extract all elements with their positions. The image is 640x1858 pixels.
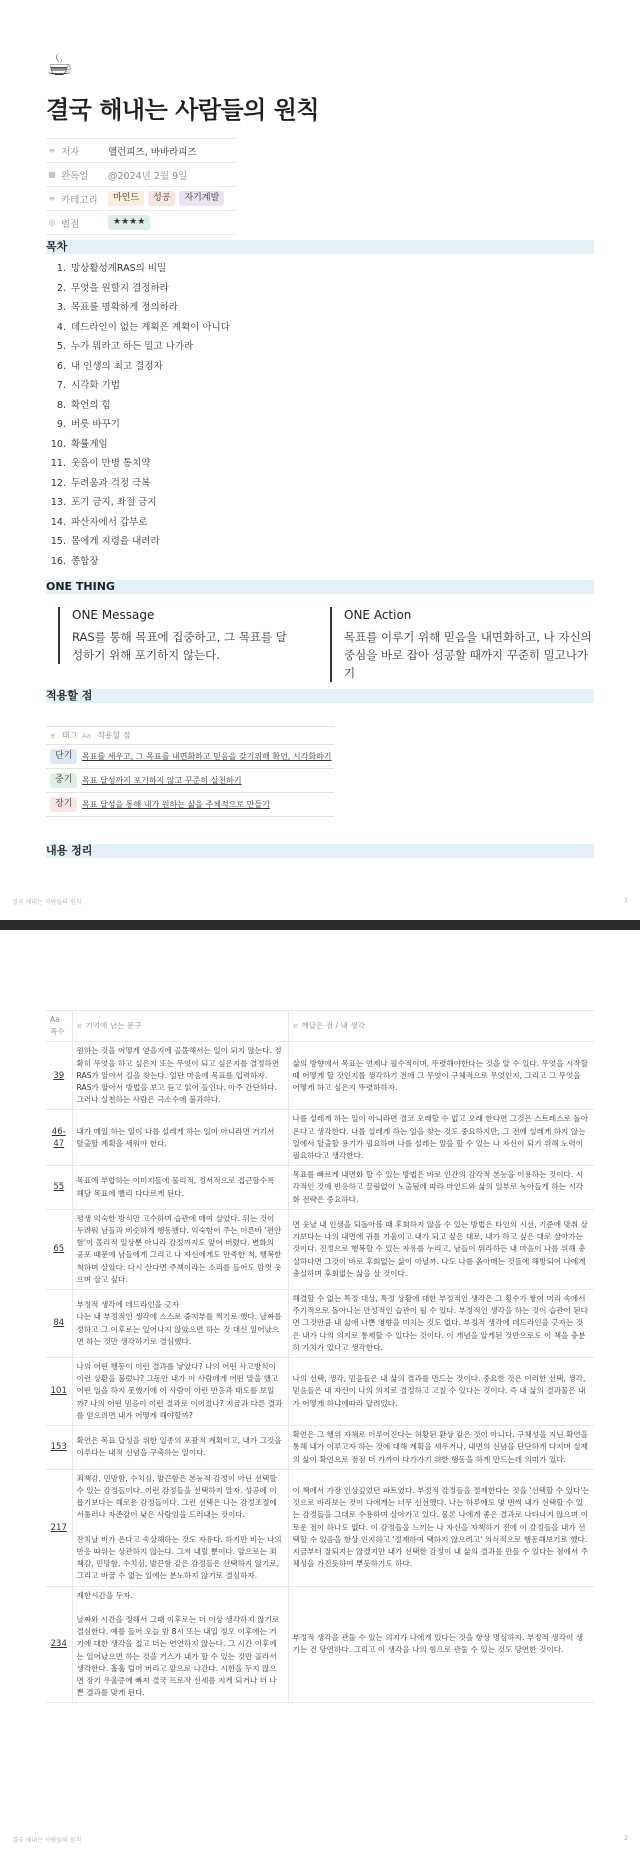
one-message-body: RAS를 통해 목표에 집중하고, 그 목표를 달성하기 위해 포기하지 않는다. bbox=[72, 630, 287, 662]
list-icon: ≡ bbox=[76, 1022, 83, 1031]
list-icon: ≡ bbox=[50, 731, 56, 740]
term-tag[interactable]: 중기 bbox=[50, 773, 77, 788]
section-apply-heading: 적용할 점 bbox=[46, 689, 594, 703]
apply-point-link[interactable]: 목표 달성을 통해 내가 원하는 삶을 주체적으로 만들기 bbox=[82, 800, 270, 809]
thought-cell: 나의 선택, 생각, 믿음들은 내 삶의 결과를 만드는 것이다. 중요한 것은 이러한 선택, 생각, 믿음들은 내 자신이 나의 의지로 결정하고 고칠 수 있다는 것이다. 즉 내 삶의 결과물은 내가 어떻게 하냐에따라 달려있다. bbox=[288, 1358, 594, 1426]
document-page-2 bbox=[0, 930, 640, 1858]
toc-item[interactable]: 13. 포기 금지, 좌절 금지 bbox=[50, 497, 157, 508]
list-icon: ≡ bbox=[292, 1022, 299, 1031]
toc-item[interactable]: 16. 종합장 bbox=[50, 555, 99, 567]
one-message-title: ONE Message bbox=[72, 608, 155, 622]
thought-cell: 면 웃날 내 인생을 되돌아볼 때 후회하지 않을 수 있는 방법은 타인의 시선, 기준에 맞춰 살기보다는 나의 내면에 귀를 기울이고 내가 되고 싶은 대로, 내가 하고 싶은 대로 살아가는 것이다. 진정으로 행복할 수 있는 자유를 누리고, 남들이 뭐라하든 내 마음이 나를 위해 충실하다면 그것이 바로 후회없는 삶이 아닐까. 나도 나를 옭아매는 것들에 해방되어 나에게 충실하며 후회없는 삶을 살 것이다. bbox=[288, 1209, 594, 1289]
quote-cell: 죄책감, 민망함, 수치심, 발끈함은 본능적 감정이 아닌 선택할 수 있는 감정들이다. 이런 감정들을 선택하지 말자. 성공에 이롭기보다는 해로운 감정들이다. 그런 선택은 나는 감정조절에 서툴러나 자존감이 낮은 사람임을 드러내는 것이다. 잔치날 비가 온다고 속상해하는 것도 자유다. 하지만 비는 나의 반응 따위는 상관하지 않는다. 그저 내릴 뿐이다. 앞으로는 죄책감, 민망함, 수치심, 발끈함 같은 감정들은 선택하지 않기로, 그리고 바꿀 수 없는 일에는 분노하지 않기로 결심하자. bbox=[72, 1469, 288, 1586]
column-header-page: Aa 폭수 bbox=[46, 1011, 72, 1042]
rating-stars[interactable]: ★★★★ bbox=[108, 215, 150, 230]
one-action-title: ONE Action bbox=[344, 608, 412, 622]
quote-cell: 목표에 부합하는 이미지들에 물리적, 정서적으로 접근할수록 해당 목표에 빨리 다다르게 된다. bbox=[72, 1166, 288, 1210]
toc-item[interactable]: 2. 무엇을 원할지 결정하라 bbox=[56, 282, 169, 294]
footer-title: 결국 해내는 사람들의 원칙 bbox=[12, 899, 82, 906]
page-footer bbox=[12, 1835, 628, 1844]
quote-cell: 나의 어떤 행동이 이런 결과를 낳았나? 나의 어떤 사고방식이 이런 상황을 불렀나? 그동안 내가 이 사람에게 어떤 말을 했고 어떤 일을 하지 못했기에 이 사람이 이런 반응과 태도를 보일까? 나의 어떤 믿음이 이런 결과로 이어졌나? 지금과 다른 결과를 얻으려면 내가 어떻게 해야할까? bbox=[72, 1358, 288, 1426]
toc-item[interactable]: 9. 버릇 바꾸기 bbox=[56, 419, 120, 430]
term-tag[interactable]: 단기 bbox=[50, 749, 77, 764]
toc-item[interactable]: 15. 몸에게 지령을 내려라 bbox=[50, 536, 160, 547]
toc-item[interactable]: 11. 웃음이 만병 통치약 bbox=[50, 458, 151, 469]
apply-table-header: ≡ 태그 Aa 적용할 점 bbox=[46, 727, 334, 745]
table-row[interactable] bbox=[46, 1290, 594, 1358]
quote-cell: 확언은 목표 달성을 위한 일종의 포괄적 계획이고, 내가 그것을 이루다는 내적 신념을 구축하는 일이다. bbox=[72, 1426, 288, 1470]
property-label: 별점 bbox=[61, 218, 80, 230]
toc-item[interactable]: 12. 두려움과 걱정 극복 bbox=[50, 477, 151, 489]
one-action-block bbox=[330, 607, 594, 682]
quote-cell: 원하는 것을 어떻게 얻을지에 골몰해서는 일이 되지 않는다. 정확히 무엇을 하고 싶은지 또는 무엇이 되고 싶은지를 결정하면 RAS가 알아서 길을 찾는다. 일단 마음에 목표를 입력하자. RAS가 알아서 방법을 보고 듣고 읽어 들인다. 아주 간단하다. 그러나 실천하는 사람은 극소수에 불과하다. bbox=[72, 1042, 288, 1110]
toc-item[interactable]: 8. 확언의 힘 bbox=[56, 399, 111, 411]
apply-table bbox=[46, 726, 334, 817]
table-row[interactable] bbox=[46, 1042, 594, 1110]
apply-point-link[interactable]: 목표 달성까지 포기하지 않고 꾸준히 실천하기 bbox=[82, 776, 242, 785]
property-completed bbox=[46, 163, 236, 187]
toc-item[interactable]: 4. 데드라인이 없는 계획은 계획이 아니다 bbox=[56, 321, 230, 333]
properties-table bbox=[46, 138, 236, 235]
tag-success[interactable]: 성공 bbox=[148, 191, 175, 206]
page-link[interactable]: 46-47 bbox=[51, 1126, 66, 1149]
page-number: 2 bbox=[624, 1835, 628, 1842]
page-footer bbox=[12, 897, 628, 906]
toc-item[interactable]: 14. 파산자에서 갑부로 bbox=[50, 516, 148, 528]
property-value[interactable]: @2024년 2월 9일 bbox=[108, 170, 188, 182]
section-one-thing-heading: ONE THING bbox=[46, 580, 594, 594]
page-link[interactable]: 217 bbox=[50, 1522, 67, 1533]
term-tag[interactable]: 장기 bbox=[50, 797, 77, 812]
toc-item[interactable]: 5. 누가 뭐라고 하든 밀고 나가라 bbox=[56, 341, 194, 352]
one-action-body: 목표를 이루기 위해 믿음을 내면화하고, 나 자신의 중심을 바로 잡아 성공할 때까지 꾸준히 밀고나가기 bbox=[344, 630, 592, 680]
table-of-contents bbox=[46, 259, 446, 571]
property-rating bbox=[46, 211, 236, 235]
column-header-thought: ≡ 깨달은 점 / 내 생각 bbox=[288, 1011, 594, 1042]
property-label: 저자 bbox=[61, 146, 80, 158]
section-summary-heading: 내용 정리 bbox=[46, 844, 594, 858]
property-label: 카테고리 bbox=[61, 194, 98, 206]
tag-self-improvement[interactable]: 자기계발 bbox=[179, 191, 224, 206]
calendar-icon: ▦ bbox=[48, 169, 56, 179]
toc-item[interactable]: 1. 망상활성계RAS의 비밀 bbox=[56, 263, 167, 274]
table-row[interactable] bbox=[46, 1586, 594, 1703]
toc-item[interactable]: 3. 목표를 명확하게 정의하라 bbox=[56, 302, 178, 313]
toc-item[interactable]: 7. 시각화 기법 bbox=[56, 380, 120, 391]
column-header-quote: ≡ 기억에 남는 문구 bbox=[72, 1011, 288, 1042]
footer-title: 결국 해내는 사람들의 원칙 bbox=[12, 1837, 82, 1844]
toc-item[interactable]: 6. 내 인생의 최고 결정자 bbox=[56, 360, 163, 372]
page-link[interactable]: 84 bbox=[53, 1318, 65, 1329]
text-property-icon: Aa bbox=[82, 731, 92, 740]
page-link[interactable]: 65 bbox=[53, 1244, 65, 1255]
quote-cell: 내가 매일 하는 일이 나를 설레게 하는 일이 아니라면 거기서 탈출할 계획을 세워야 한다. bbox=[72, 1110, 288, 1166]
thought-cell: 나를 설레게 하는 일이 아니라면 결코 오래할 수 없고 오래 한다면 그것은 스트레스로 돌아온다고 생각한다. 나를 설레게 하는 일을 찾는 것도 중요하지만, 그 전에 설레게 하지 않는 일에서 탈출할 용기가 필요하며 나를 설레는 일을 할 수 있는 나 자신이 되기 위해 노력이 필요하다고 생각한다. bbox=[288, 1110, 594, 1166]
list-icon: ≡ bbox=[48, 145, 56, 155]
page-number: 1 bbox=[624, 897, 628, 904]
thought-cell: 삶의 방향에서 목표는 언제나 필수적이며, 뚜렷해야한다는 것을 알 수 있다. 무엇을 시작할 때 어떻게 할 것인지를 생각하기 전에 그 무엇이 구체적으로 무엇인지, 그리고 그 무엇을 어떻게 하고 싶은지 뚜렷하하자. bbox=[288, 1042, 594, 1110]
coffee-cup-icon: ☕ bbox=[46, 48, 73, 83]
document-page-1 bbox=[0, 0, 640, 920]
property-value[interactable]: 앨런피즈, 바바라피즈 bbox=[108, 146, 197, 158]
page-title: 결국 해내는 사람들의 원칙 bbox=[46, 96, 320, 124]
thought-cell: 해결할 수 없는 특정 대상, 특정 상황에 대한 부정적인 생각은 그 횟수가 쌓여 머리 속에서 주기적으로 돌아나는 만성적인 습관이 될 수 있다. 부정적인 생각을 하는 것이 습관이 된다면 그것만큼 내 삶에 나쁜 영향을 미치는 것도 없다. 부정적 생각에 데드라인을 긋자는 것은 내가 나의 의지로 통제할 수 있다는 것이다. 이 개념을 알게된 것만으로도 이 책을 충분히 가치가 있다고 생각한다. bbox=[288, 1290, 594, 1358]
page-link[interactable]: 39 bbox=[53, 1070, 65, 1081]
tag-mind[interactable]: 마인드 bbox=[108, 191, 144, 206]
property-category bbox=[46, 187, 236, 211]
thought-cell: 이 책에서 가장 인상깊었던 파트였다. 부정적 감정들을 절제한다는 것을 '선택할 수 있다'는 것으로 바라보는 것이 나에게는 너무 신선했다. 나는 하루에도 몇 번씩 내가 선택할 수 있는 감정들을 그대로 수용하며 살아가고 있다. 물론 나에게 좋은 결과로 나타나지 않으며 이로운 점이 하나도 없다. 이 감정들을 느끼는 나 자신을 자책하기 전에 이 감정들을 내가 선택할 수 있음을 항상 인지하고 '절제하여 택하지 않으려고' 의식적으로 행동해보기로 했다. 지금부터 잘되지는 않겠지만 내가 선택한 감정이 내 삶의 결과를 만들 수 있다는 점에서 주체성을 가진듯하여 뿌듯하기도 하다. bbox=[288, 1469, 594, 1586]
page-link[interactable]: 55 bbox=[53, 1182, 65, 1193]
quote-cell: 부정적 생각에 데드라인을 긋자 나는 내 부정적인 생각에 스스로 중지부를 찍기로 했다. 날짜를 정하고 그 이후로는 일어나지 않았으면 하는 것 대신 일어났으면 하는 것만 생각하기로 결심했다. bbox=[72, 1290, 288, 1358]
page-link[interactable]: 234 bbox=[50, 1639, 67, 1650]
category-tags[interactable] bbox=[104, 191, 236, 206]
circle-dot-icon: ◎ bbox=[48, 217, 56, 227]
section-toc-heading: 목차 bbox=[46, 240, 594, 254]
table-row[interactable] bbox=[46, 1426, 594, 1470]
one-message-block bbox=[58, 607, 298, 664]
quote-cell: 제한시간을 두자. 날짜와 시간을 정해서 그때 이후로는 더 이상 생각하지 않기로 결심한다. 예를 들어 오늘 밤 8시 또는 내일 정오 이후에는 거기에 대한 생각을 접고 더는 연연하지 않는다. 그 시간 이후에는 일어났으면 하는 것을 거스가 내가 할 수 있는 것만 골라서 생각한다. 훌훌 털어 버리고 앞으로 나간다. 시한을 두지 않으면 장기 우울증에 빠져 결국 프로작 신세를 지게 되거나 더 나쁜 결과를 맞게 된다. bbox=[72, 1586, 288, 1703]
table-row[interactable] bbox=[46, 793, 334, 817]
thought-cell: 목표를 빠르게 내면화 할 수 있는 방법은 바로 인간의 감각적 본능을 이용하는 것이다. 시각적인 것에 반응하고 끌림없이 노출됨에 따라 마인드와 삶의 일부로 녹아들게 하는 시각화 전략은 중요하다. bbox=[288, 1166, 594, 1210]
list-icon: ≡ bbox=[48, 193, 56, 203]
thought-cell: 부정적 생각을 관둘 수 있는 의지가 나에게 있다는 것을 항상 명심하자. 부정적 생각이 생기는 건 당연하다. 그리고 이 생각을 나의 힘으로 관둘 수 있는 것도 당연한 것이다. bbox=[288, 1586, 594, 1703]
table-row[interactable] bbox=[46, 1469, 594, 1586]
notes-table-header bbox=[46, 1011, 594, 1042]
page-link[interactable]: 101 bbox=[50, 1386, 67, 1397]
notes-table bbox=[46, 1010, 594, 1703]
table-row[interactable] bbox=[46, 1166, 594, 1210]
toc-item[interactable]: 10. 확률게임 bbox=[50, 438, 108, 450]
property-author bbox=[46, 139, 236, 163]
property-label: 완독일 bbox=[61, 170, 89, 182]
table-row[interactable] bbox=[46, 1110, 594, 1166]
table-row[interactable] bbox=[46, 1358, 594, 1426]
table-row[interactable] bbox=[46, 1209, 594, 1289]
apply-point-link[interactable]: 목표를 세우고, 그 목표를 내면화하고 믿음을 갖기위해 확언, 시각화하기 bbox=[82, 752, 332, 761]
table-row[interactable] bbox=[46, 745, 334, 769]
thought-cell: 확언은 그 행위 자체로 이루어진다는 허황된 환상 같은 것이 아니다. 구체성을 지닌 확언을 통해 내가 이루고자 하는 것에 대해 계획을 세우거나, 내면의 신념을 단단하게 다지며 실제의 삶이 확언으로 점점 더 가까이 다가가기 위한 행동을 하게 만드는데 의미가 있다. bbox=[288, 1426, 594, 1470]
page-link[interactable]: 153 bbox=[50, 1442, 67, 1453]
quote-cell: 평생 익숙한 방식만 고수하며 습관에 매여 살았다. 뒤는 것이 두려워 남들과 비슷하게 행동했다. 익숙함이 주는 이른바 '편안함'이 몰리적 일상뿐 아니라 감정까지도 앞어 버렸다. 변화의 공포 때문에 남들에게 그리고 나 자신에게도 만족한 척, 행복한 척하며 살았다. 다시 산다면 주책이라는 소리를 들어도 맘껏 웃으며 살고 싶다. bbox=[72, 1209, 288, 1289]
table-row[interactable] bbox=[46, 769, 334, 793]
